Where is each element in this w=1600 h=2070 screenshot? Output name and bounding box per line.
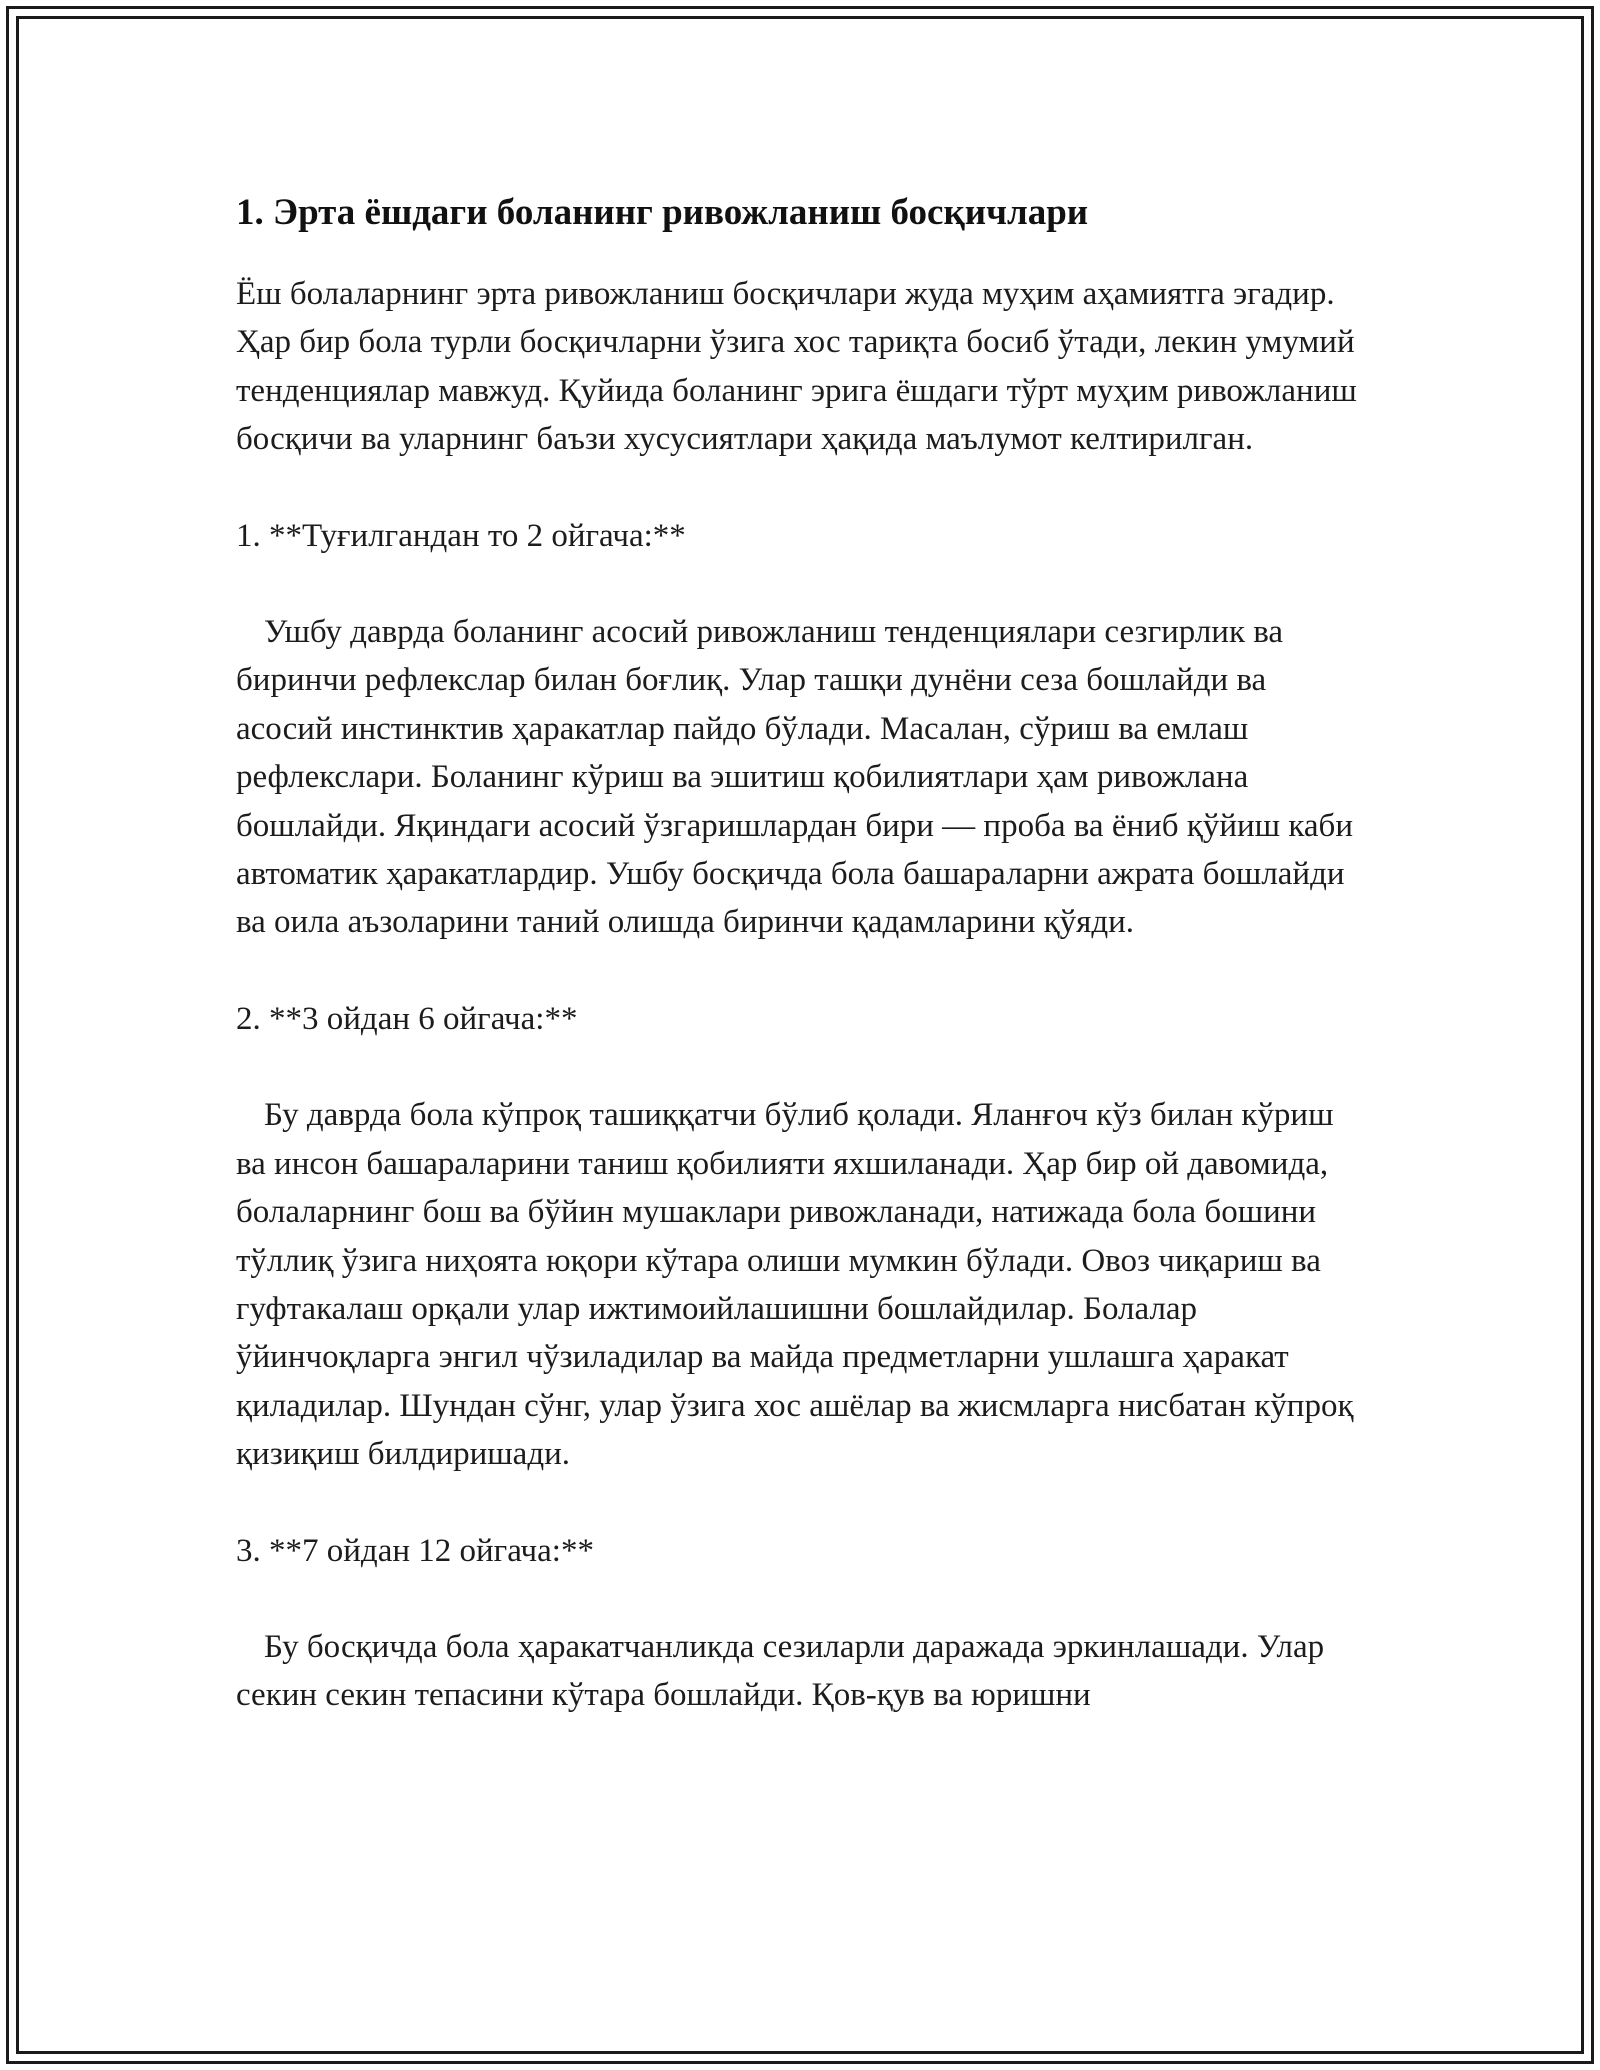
stage-3-paragraph: Бу босқичда бола ҳаракатчанликда сезиларли даражада эркинлашади. Улар секин секин тепасини кўтара бошлайди. Қов-қув ва юришни [236, 1628, 1333, 1714]
stage-1-title: 1. **Туғилгандан то 2 ойгача:** [236, 517, 686, 554]
document-body [236, 186, 1366, 1768]
stage-2-title: 2. **3 ойдан 6 ойгача:** [236, 1000, 578, 1037]
intro-paragraph: Ёш болаларнинг эрта ривожланиш босқичлари жуда муҳим аҳамиятга эгадир. Ҳар бир бола турли босқичларни ўзига хос тариқта босиб ўтади, лекин умумий тенденциялар мавжуд. Қуйида боланинг эрига ёшдаги тўрт муҳим ривожланиш босқичи ва уларнинг баъзи хусусиятлари ҳақида маълумот келтирилган. [236, 276, 1366, 458]
stage-2-paragraph: Бу даврда бола кўпроқ ташиққатчи бўлиб қолади. Яланғоч кўз билан кўриш ва инсон башараларини таниш қобилияти яхшиланади. Ҳар бир ой давомида, болаларнинг бош ва бўйин мушаклари ривожланади, натижада бола бошини тўллиқ ўзига ниҳоята юқори кўтара олиши мумкин бўлади. Овоз чиқариш ва гуфтакалаш орқали улар ижтимоийлашишни бошлайдилар. Болалар ўйинчоқларга энгил чўзиладилар ва майда предметларни ушлашга ҳаракат қиладилар. Шундан сўнг, улар ўзига хос ашёлар ва жисмларга нисбатан кўпроқ қизиқиш билдиришади. [236, 1097, 1362, 1473]
stage-3-title: 3. **7 ойдан 12 ойгача:** [236, 1532, 594, 1569]
section-heading: 1. Эрта ёшдаги боланинг ривожланиш босқичлари [236, 192, 1089, 233]
stage-1-paragraph: Ушбу даврда боланинг асосий ривожланиш тенденциялари сезгирлик ва биринчи рефлекслар билан боғлиқ. Улар ташқи дунёни сеза бошлайди ва асосий инстинктив ҳаракатлар пайдо бўлади. Масалан, сўриш ва емлаш рефлекслари. Боланинг кўриш ва эшитиш қобилиятлари ҳам ривожлана бошлайди. Яқиндаги асосий ўзгаришлардан бири — проба ва ёниб қўйиш каби автоматик ҳаракатлардир. Ушбу босқичда бола башараларни ажрата бошлайди ва оила аъзоларини таний олишда биринчи қадамларини қўяди. [236, 614, 1362, 941]
